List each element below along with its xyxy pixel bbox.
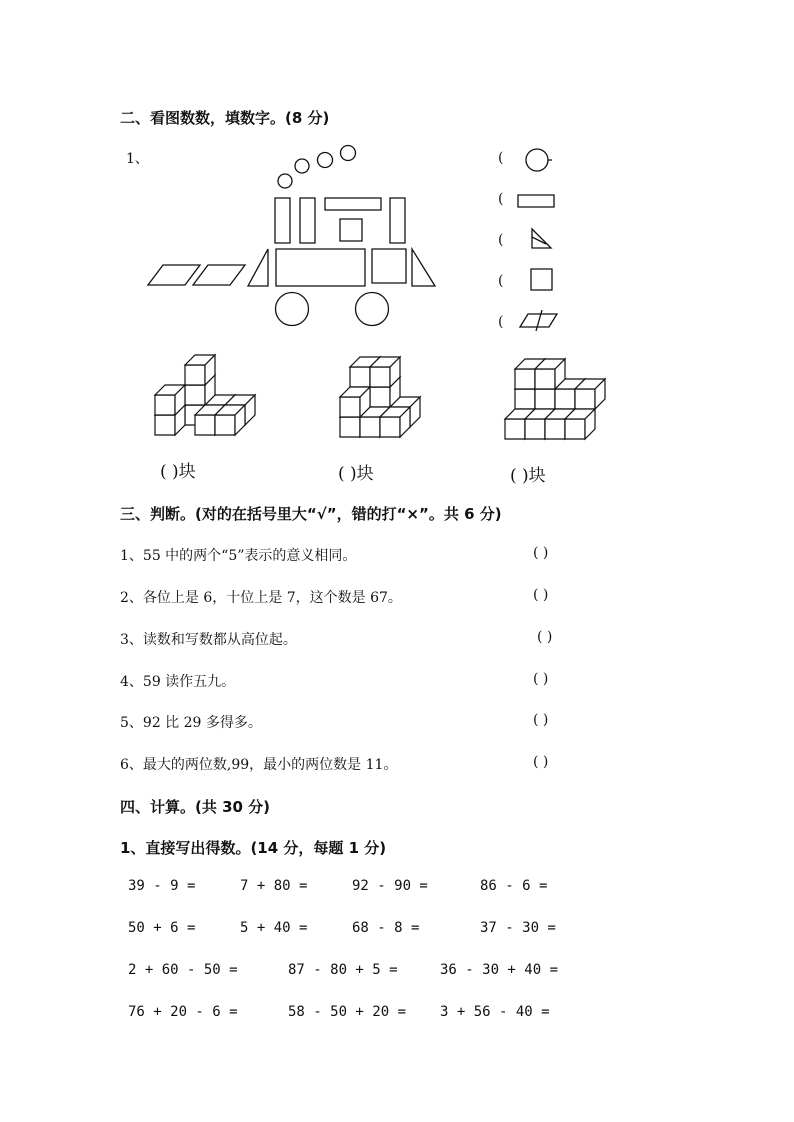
rectangle-icon <box>518 195 554 207</box>
calc-r2-c2: 5 + 40 = <box>240 920 308 936</box>
chimney-rect-left <box>275 198 290 243</box>
calc-r3-c3: 36 - 30 + 40 = <box>440 962 559 978</box>
judge-item-3: 3、读数和写数都从高位起。 <box>120 632 297 648</box>
calc-r1-c3: 92 - 90 = <box>352 878 428 894</box>
triangle-right <box>412 249 435 286</box>
legend-paren-3: ( <box>498 232 504 248</box>
train-figure <box>145 142 445 332</box>
calc-r2-c4: 37 - 30 = <box>480 920 556 936</box>
smoke-circle-1 <box>278 174 292 188</box>
calc-r4-c2: 58 - 50 + 20 = <box>288 1004 407 1020</box>
judge-item-6: 6、最大的两位数,99，最小的两位数是 11。 <box>120 757 398 773</box>
cube-figure-1 <box>155 355 255 435</box>
judge-answer-5[interactable]: ( ) <box>533 712 549 728</box>
section4-sub1-title: 1、直接写出得数。(14 分，每题 1 分) <box>120 839 387 857</box>
window-square <box>340 219 362 241</box>
judge-answer-6[interactable]: ( ) <box>533 754 549 770</box>
judge-item-5: 5、92 比 29 多得多。 <box>120 715 262 731</box>
roof-rect <box>325 198 381 210</box>
smoke-circle-3 <box>318 153 333 168</box>
calc-r3-c2: 87 - 80 + 5 = <box>288 962 398 978</box>
section4-title: 四、计算。(共 30 分) <box>120 798 271 816</box>
smoke-circle-2 <box>295 159 309 173</box>
cube-figures <box>140 345 620 450</box>
legend-paren-5: ( <box>498 314 504 330</box>
cab-square <box>372 249 406 283</box>
question-1-label: 1、 <box>126 151 149 167</box>
cube-figure-3 <box>505 359 605 439</box>
calc-r1-c4: 86 - 6 = <box>480 878 548 894</box>
parallelogram-2 <box>193 265 245 285</box>
calc-r4-c1: 76 + 20 - 6 = <box>128 1004 238 1020</box>
body-rect <box>276 249 365 286</box>
calc-r1-c1: 39 - 9 = <box>128 878 196 894</box>
circle-icon <box>526 149 548 171</box>
calc-r2-c3: 68 - 8 = <box>352 920 420 936</box>
calc-r4-c3: 3 + 56 - 40 = <box>440 1004 550 1020</box>
section2-title: 二、看图数数，填数字。(8 分) <box>120 109 330 127</box>
parallelogram-1 <box>148 265 200 285</box>
section3-title: 三、判断。(对的在括号里大“√”，错的打“×”。共 6 分) <box>120 505 502 523</box>
cube-answer-2[interactable]: ( )块 <box>338 464 374 484</box>
smoke-circle-4 <box>341 146 356 161</box>
calc-r2-c1: 50 + 6 = <box>128 920 196 936</box>
legend-paren-4: ( <box>498 273 504 289</box>
cube-answer-3[interactable]: ( )块 <box>510 466 546 486</box>
judge-answer-1[interactable]: ( ) <box>533 545 549 561</box>
chimney-rect-right <box>390 198 405 243</box>
square-icon <box>531 269 552 290</box>
judge-item-4: 4、59 读作五九。 <box>120 674 236 690</box>
judge-answer-3[interactable]: ( ) <box>537 629 553 645</box>
calc-r1-c2: 7 + 80 = <box>240 878 308 894</box>
cube-answer-1[interactable]: ( )块 <box>160 462 196 482</box>
judge-item-1: 1、55 中的两个“5”表示的意义相同。 <box>120 548 357 564</box>
chimney-rect-mid <box>300 198 315 243</box>
cube-figure-2 <box>340 357 420 437</box>
wheel-left <box>276 293 309 326</box>
shape-legend <box>510 140 565 340</box>
legend-paren-1: ( <box>498 150 504 166</box>
calc-r3-c1: 2 + 60 - 50 = <box>128 962 238 978</box>
judge-answer-2[interactable]: ( ) <box>533 587 549 603</box>
triangle-left <box>248 249 268 286</box>
legend-paren-2: ( <box>498 191 504 207</box>
judge-answer-4[interactable]: ( ) <box>533 671 549 687</box>
wheel-right <box>356 293 389 326</box>
judge-item-2: 2、各位上是 6，十位上是 7，这个数是 67。 <box>120 590 402 606</box>
